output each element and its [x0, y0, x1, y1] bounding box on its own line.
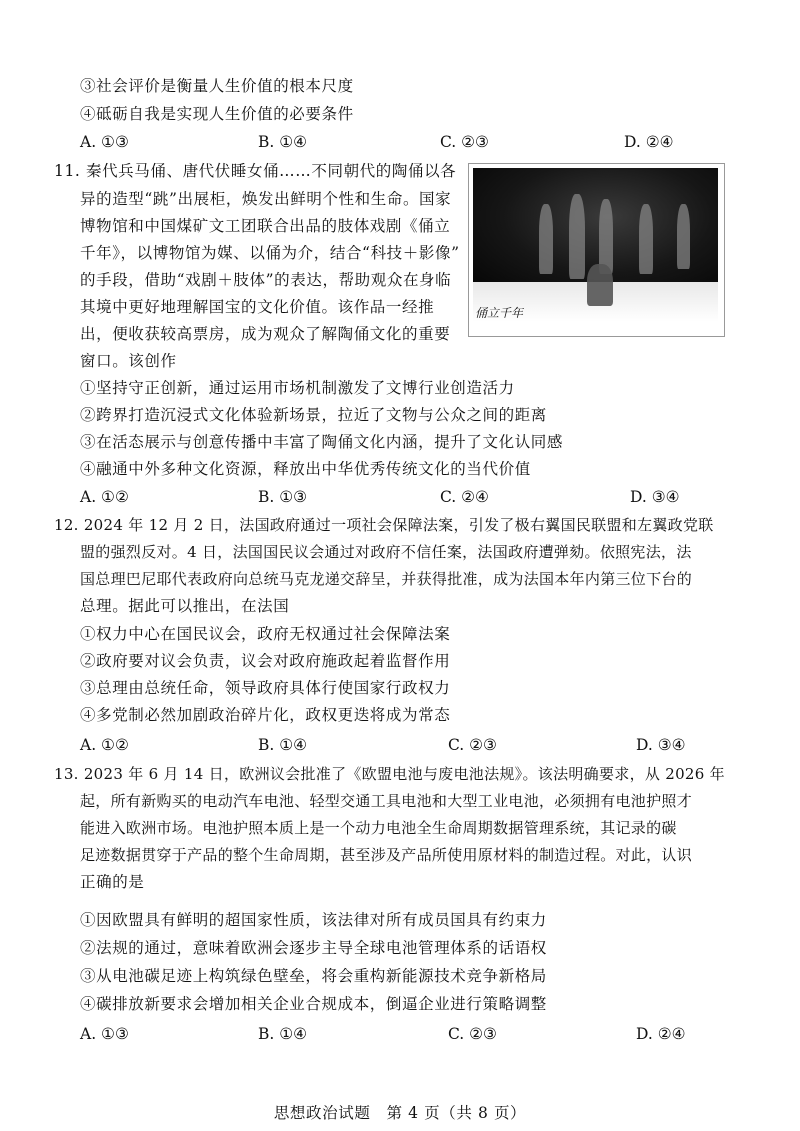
q11-option-a: A. ①②: [80, 488, 129, 506]
q11-option-d: D. ③④: [630, 488, 680, 506]
q12-item-4: ④多党制必然加剧政治碎片化，政权更迭将成为常态: [80, 706, 451, 724]
q10-option-c: C. ②③: [440, 133, 489, 151]
q11-item-3: ③在活态展示与创意传播中丰富了陶俑文化内涵，提升了文化认同感: [80, 433, 564, 451]
q12-option-b: B. ①④: [258, 736, 308, 754]
q11-text-line: 11. 秦代兵马俑、唐代伏睡女俑……不同朝代的陶俑以各: [54, 162, 457, 180]
q11-text-line: 博物馆和中国煤矿文工团联合出品的肢体戏剧《俑立: [80, 217, 451, 235]
performer-figure: [599, 199, 613, 274]
kneeling-figure: [587, 264, 613, 306]
q10-option-b: B. ①④: [258, 133, 308, 151]
q12-item-1: ①权力中心在国民议会，政府无权通过社会保障法案: [80, 625, 451, 643]
drama-photo: [468, 163, 725, 337]
q11-text-line: 异的造型“跳”出展柜，焕发出鲜明个性和生命。国家: [80, 190, 452, 208]
performer-figure: [677, 204, 690, 269]
q13-item-3: ③从电池碳足迹上构筑绿色壁垒，将会重构新能源技术竞争新格局: [80, 967, 547, 985]
q11-option-c: C. ②④: [440, 488, 489, 506]
q10-option-a: A. ①③: [80, 133, 129, 151]
q12-text-line: 总理。据此可以推出，在法国: [80, 597, 290, 615]
q12-text-line: 12. 2024 年 12 月 2 日，法国政府通过一项社会保障法案，引发了极右翼国民联盟和左翼政党联: [54, 516, 714, 534]
q11-text-line: 其境中更好地理解国宝的文化价值。该作品一经推: [80, 298, 435, 316]
q13-option-c: C. ②③: [448, 1025, 497, 1043]
q12-option-a: A. ①②: [80, 736, 129, 754]
q10-item-3: ③社会评价是衡量人生价值的根本尺度: [80, 77, 354, 95]
q13-text-line: 正确的是: [80, 873, 145, 891]
q13-item-2: ②法规的通过，意味着欧洲会逐步主导全球电池管理体系的话语权: [80, 939, 547, 957]
q11-item-4: ④融通中外多种文化资源，释放出中华优秀传统文化的当代价值: [80, 460, 531, 478]
q11-text-line: 的手段，借助“戏剧＋肢体”的表达，帮助观众在身临: [80, 271, 452, 289]
q13-option-b: B. ①④: [258, 1025, 308, 1043]
q13-item-1: ①因欧盟具有鲜明的超国家性质，该法律对所有成员国具有约束力: [80, 911, 547, 929]
q13-text-line: 足迹数据贯穿于产品的整个生命周期，甚至涉及产品所使用原材料的制造过程。对此，认识: [80, 846, 693, 864]
q11-text-line: 出，便收获较高票房，成为观众了解陶俑文化的重要: [80, 325, 451, 343]
page-footer: 思想政治试题 第 4 页（共 8 页）: [273, 1104, 527, 1122]
q11-item-1: ①坚持守正创新，通过运用市场机制激发了文博行业创造活力: [80, 379, 515, 397]
q12-item-2: ②政府要对议会负责，议会对政府施政起着监督作用: [80, 652, 451, 670]
performer-figure: [639, 204, 653, 274]
q13-text-line: 起，所有新购买的电动汽车电池、轻型交通工具电池和大型工业电池，必须拥有电池护照才: [80, 792, 693, 810]
q11-option-b: B. ①③: [258, 488, 308, 506]
q12-option-d: D. ③④: [636, 736, 686, 754]
q13-item-4: ④碳排放新要求会增加相关企业合规成本，倒逼企业进行策略调整: [80, 995, 547, 1013]
q11-item-2: ②跨界打造沉浸式文化体验新场景，拉近了文物与公众之间的距离: [80, 406, 547, 424]
q12-text-line: 国总理巴尼耶代表政府向总统马克龙递交辞呈，并获得批准，成为法国本年内第三位下台的: [80, 570, 693, 588]
photo-caption: 俑立千年: [475, 306, 524, 320]
q12-item-3: ③总理由总统任命，领导政府具体行使国家行政权力: [80, 679, 451, 697]
performer-figure: [569, 194, 585, 279]
q10-item-4: ④砥砺自我是实现人生价值的必要条件: [80, 105, 354, 123]
q12-text-line: 盟的强烈反对。4 日，法国国民议会通过对政府不信任案，法国政府遭弹劾。依照宪法，法: [80, 543, 692, 561]
q11-text-line: 千年》，以博物馆为媒、以俑为介，结合“科技＋影像”: [80, 244, 460, 262]
q11-text-line: 窗口。该创作: [80, 352, 177, 370]
q12-option-c: C. ②③: [448, 736, 497, 754]
q13-option-d: D. ②④: [636, 1025, 686, 1043]
q13-text-line: 能进入欧洲市场。电池护照本质上是一个动力电池全生命周期数据管理系统，其记录的碳: [80, 819, 677, 837]
performer-figure: [539, 204, 553, 274]
q13-option-a: A. ①③: [80, 1025, 129, 1043]
q13-text-line: 13. 2023 年 6 月 14 日，欧洲议会批准了《欧盟电池与废电池法规》。该法明确要求，从 2026 年: [54, 765, 725, 783]
q10-option-d: D. ②④: [624, 133, 674, 151]
